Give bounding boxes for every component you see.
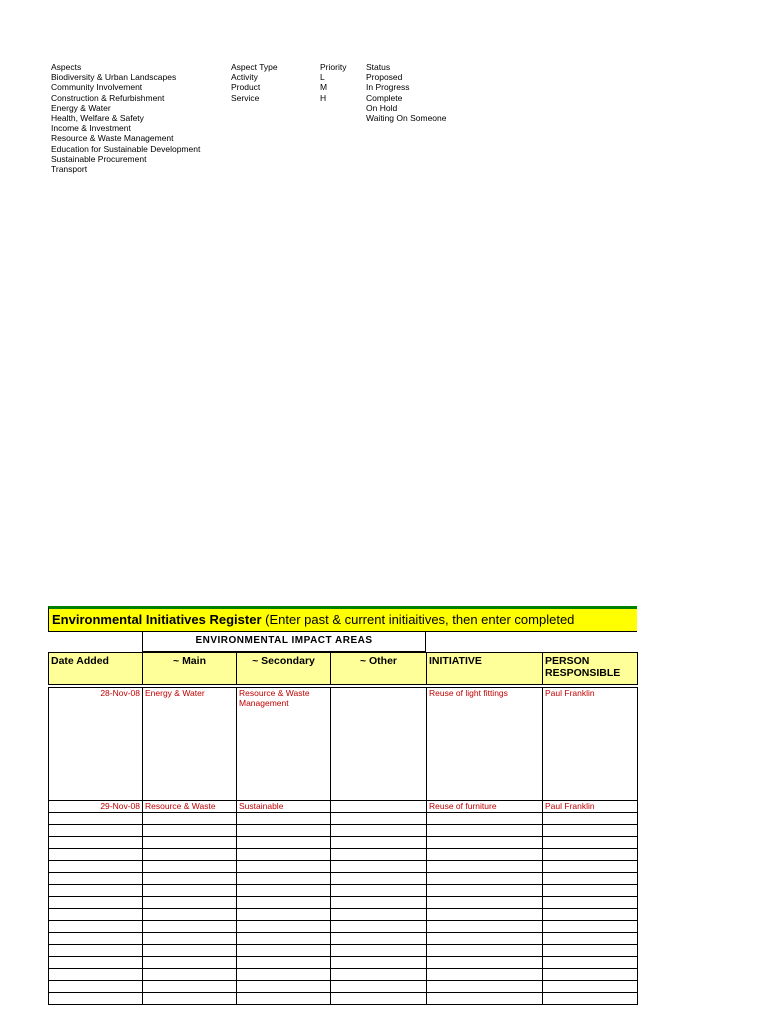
empty-cell[interactable] — [143, 885, 237, 897]
empty-table-row — [49, 945, 638, 957]
empty-table-row — [49, 921, 638, 933]
empty-table-row — [49, 837, 638, 849]
empty-cell[interactable] — [49, 921, 143, 933]
empty-cell[interactable] — [49, 945, 143, 957]
empty-cell[interactable] — [237, 909, 331, 921]
cell-other[interactable] — [331, 688, 427, 801]
empty-cell[interactable] — [427, 921, 543, 933]
empty-cell[interactable] — [143, 873, 237, 885]
aspects-header: Aspects — [51, 62, 82, 72]
empty-cell[interactable] — [143, 909, 237, 921]
empty-cell[interactable] — [49, 825, 143, 837]
cell-main[interactable]: Resource & Waste — [143, 801, 237, 813]
empty-cell[interactable] — [49, 933, 143, 945]
empty-table-row — [49, 981, 638, 993]
empty-cell[interactable] — [543, 897, 638, 909]
col-person-responsible: PERSON RESPONSIBLE — [543, 653, 638, 685]
empty-cell[interactable] — [331, 861, 427, 873]
priority-header: Priority — [320, 62, 347, 72]
empty-cell[interactable] — [331, 933, 427, 945]
empty-cell[interactable] — [143, 921, 237, 933]
empty-cell[interactable] — [237, 981, 331, 993]
empty-cell[interactable] — [427, 837, 543, 849]
empty-rows — [49, 813, 638, 1005]
status-item: On Hold — [366, 102, 398, 113]
empty-cell[interactable] — [143, 813, 237, 825]
priority-item: L — [320, 72, 325, 83]
empty-cell[interactable] — [237, 813, 331, 825]
cell-initiative[interactable]: Reuse of light fittings — [427, 688, 543, 801]
empty-table-row — [49, 993, 638, 1005]
empty-cell[interactable] — [49, 957, 143, 969]
aspect-item: Sustainable Procurement — [51, 153, 147, 164]
aspect-item: Education for Sustainable Development — [51, 143, 201, 154]
empty-cell[interactable] — [331, 849, 427, 861]
empty-cell[interactable] — [49, 885, 143, 897]
empty-cell[interactable] — [143, 969, 237, 981]
col-secondary: ~ Secondary — [237, 653, 331, 685]
empty-cell[interactable] — [331, 825, 427, 837]
col-other: ~ Other — [331, 653, 427, 685]
aspect-item: Biodiversity & Urban Landscapes — [51, 72, 177, 83]
empty-table-row — [49, 969, 638, 981]
empty-cell[interactable] — [543, 909, 638, 921]
empty-cell[interactable] — [543, 945, 638, 957]
empty-table-row — [49, 849, 638, 861]
header-row — [49, 653, 638, 685]
status-item: Waiting On Someone — [366, 113, 447, 124]
empty-cell[interactable] — [543, 837, 638, 849]
empty-cell[interactable] — [427, 861, 543, 873]
status-header: Status — [366, 62, 391, 72]
empty-cell[interactable] — [49, 969, 143, 981]
empty-cell[interactable] — [543, 861, 638, 873]
empty-cell[interactable] — [543, 873, 638, 885]
aspect-item: Resource & Waste Management — [51, 133, 174, 144]
priority-list — [320, 62, 346, 103]
empty-cell[interactable] — [237, 849, 331, 861]
cell-person[interactable]: Paul Franklin — [543, 688, 638, 801]
aspect-item: Health, Welfare & Safety — [51, 113, 144, 124]
aspect-type-list — [231, 62, 278, 103]
empty-cell[interactable] — [143, 981, 237, 993]
empty-cell[interactable] — [143, 957, 237, 969]
empty-cell[interactable] — [543, 921, 638, 933]
col-main: ~ Main — [143, 653, 237, 685]
col-date-added: Date Added — [49, 653, 143, 685]
aspect-type-item: Service — [231, 92, 260, 103]
empty-table-row — [49, 957, 638, 969]
empty-cell[interactable] — [427, 813, 543, 825]
empty-table-row — [49, 825, 638, 837]
status-item: Complete — [366, 92, 403, 103]
empty-cell[interactable] — [331, 921, 427, 933]
aspect-item: Community Involvement — [51, 82, 143, 93]
empty-cell[interactable] — [49, 897, 143, 909]
empty-cell[interactable] — [331, 909, 427, 921]
empty-cell[interactable] — [331, 837, 427, 849]
register-subtitle: (Enter past & current initiaitives, then enter completed — [265, 612, 575, 627]
aspect-item: Income & Investment — [51, 123, 131, 134]
priority-item: H — [320, 92, 327, 103]
empty-cell[interactable] — [237, 921, 331, 933]
empty-cell[interactable] — [427, 873, 543, 885]
empty-cell[interactable] — [237, 837, 331, 849]
empty-table-row — [49, 873, 638, 885]
empty-cell[interactable] — [143, 933, 237, 945]
empty-cell[interactable] — [143, 945, 237, 957]
empty-cell[interactable] — [237, 969, 331, 981]
empty-cell[interactable] — [331, 873, 427, 885]
title-bar-gap — [144, 606, 428, 609]
empty-cell[interactable] — [427, 957, 543, 969]
aspect-type-item: Activity — [231, 72, 258, 83]
empty-cell[interactable] — [49, 849, 143, 861]
cell-main[interactable]: Energy & Water — [143, 688, 237, 801]
empty-cell[interactable] — [543, 993, 638, 1005]
empty-cell[interactable] — [543, 849, 638, 861]
empty-cell[interactable] — [427, 993, 543, 1005]
empty-table-row — [49, 885, 638, 897]
empty-cell[interactable] — [49, 873, 143, 885]
empty-table-row — [49, 933, 638, 945]
empty-table-row — [49, 909, 638, 921]
empty-cell[interactable] — [427, 897, 543, 909]
priority-item: M — [320, 82, 328, 93]
cell-secondary[interactable]: Resource & Waste Management — [237, 688, 331, 801]
table-row — [49, 801, 638, 813]
empty-cell[interactable] — [427, 909, 543, 921]
cell-date[interactable]: 28-Nov-08 — [49, 688, 143, 801]
empty-cell[interactable] — [49, 993, 143, 1005]
aspect-type-item: Product — [231, 82, 261, 93]
aspects-list — [51, 62, 200, 174]
empty-cell[interactable] — [543, 825, 638, 837]
initiatives-register — [48, 606, 637, 1012]
empty-cell[interactable] — [237, 957, 331, 969]
register-title-bar — [48, 606, 637, 632]
empty-cell[interactable] — [543, 885, 638, 897]
empty-table-row — [49, 897, 638, 909]
empty-cell[interactable] — [237, 825, 331, 837]
empty-cell[interactable] — [237, 933, 331, 945]
cell-initiative[interactable]: Reuse of furniture — [427, 801, 543, 813]
empty-cell[interactable] — [143, 993, 237, 1005]
empty-cell[interactable] — [331, 969, 427, 981]
cell-other[interactable] — [331, 801, 427, 813]
empty-cell[interactable] — [237, 861, 331, 873]
empty-cell[interactable] — [49, 909, 143, 921]
register-title: Environmental Initiatives Register — [52, 612, 262, 627]
aspect-item: Energy & Water — [51, 102, 111, 113]
empty-cell[interactable] — [427, 969, 543, 981]
cell-secondary[interactable]: Sustainable — [237, 801, 331, 813]
empty-cell[interactable] — [331, 945, 427, 957]
empty-cell[interactable] — [49, 861, 143, 873]
col-initiative: INITIATIVE — [427, 653, 543, 685]
empty-cell[interactable] — [143, 849, 237, 861]
empty-cell[interactable] — [331, 813, 427, 825]
impact-areas-header: ENVIRONMENTAL IMPACT AREAS — [142, 632, 426, 652]
empty-table-row — [49, 813, 638, 825]
empty-cell[interactable] — [427, 849, 543, 861]
empty-cell[interactable] — [543, 813, 638, 825]
aspect-item: Transport — [51, 164, 88, 175]
register-table — [48, 652, 638, 1005]
empty-cell[interactable] — [237, 885, 331, 897]
empty-table-row — [49, 861, 638, 873]
cell-date[interactable]: 29-Nov-08 — [49, 801, 143, 813]
empty-cell[interactable] — [427, 885, 543, 897]
aspect-type-header: Aspect Type — [231, 62, 278, 72]
table-row — [49, 688, 638, 801]
empty-cell[interactable] — [543, 981, 638, 993]
aspect-item: Construction & Refurbishment — [51, 92, 165, 103]
empty-cell[interactable] — [237, 945, 331, 957]
empty-cell[interactable] — [427, 981, 543, 993]
empty-cell[interactable] — [543, 969, 638, 981]
empty-cell[interactable] — [543, 957, 638, 969]
empty-cell[interactable] — [427, 825, 543, 837]
empty-cell[interactable] — [331, 993, 427, 1005]
empty-cell[interactable] — [331, 897, 427, 909]
status-item: Proposed — [366, 72, 403, 83]
empty-cell[interactable] — [143, 825, 237, 837]
empty-cell[interactable] — [543, 933, 638, 945]
cell-person[interactable]: Paul Franklin — [543, 801, 638, 813]
empty-cell[interactable] — [427, 933, 543, 945]
empty-cell[interactable] — [237, 873, 331, 885]
empty-cell[interactable] — [143, 897, 237, 909]
empty-cell[interactable] — [143, 837, 237, 849]
empty-cell[interactable] — [331, 957, 427, 969]
empty-cell[interactable] — [237, 993, 331, 1005]
empty-cell[interactable] — [237, 897, 331, 909]
empty-cell[interactable] — [49, 837, 143, 849]
empty-cell[interactable] — [331, 981, 427, 993]
empty-cell[interactable] — [331, 885, 427, 897]
empty-cell[interactable] — [427, 945, 543, 957]
empty-cell[interactable] — [49, 981, 143, 993]
empty-cell[interactable] — [143, 861, 237, 873]
status-list — [366, 62, 446, 123]
empty-cell[interactable] — [49, 813, 143, 825]
status-item: In Progress — [366, 82, 410, 93]
